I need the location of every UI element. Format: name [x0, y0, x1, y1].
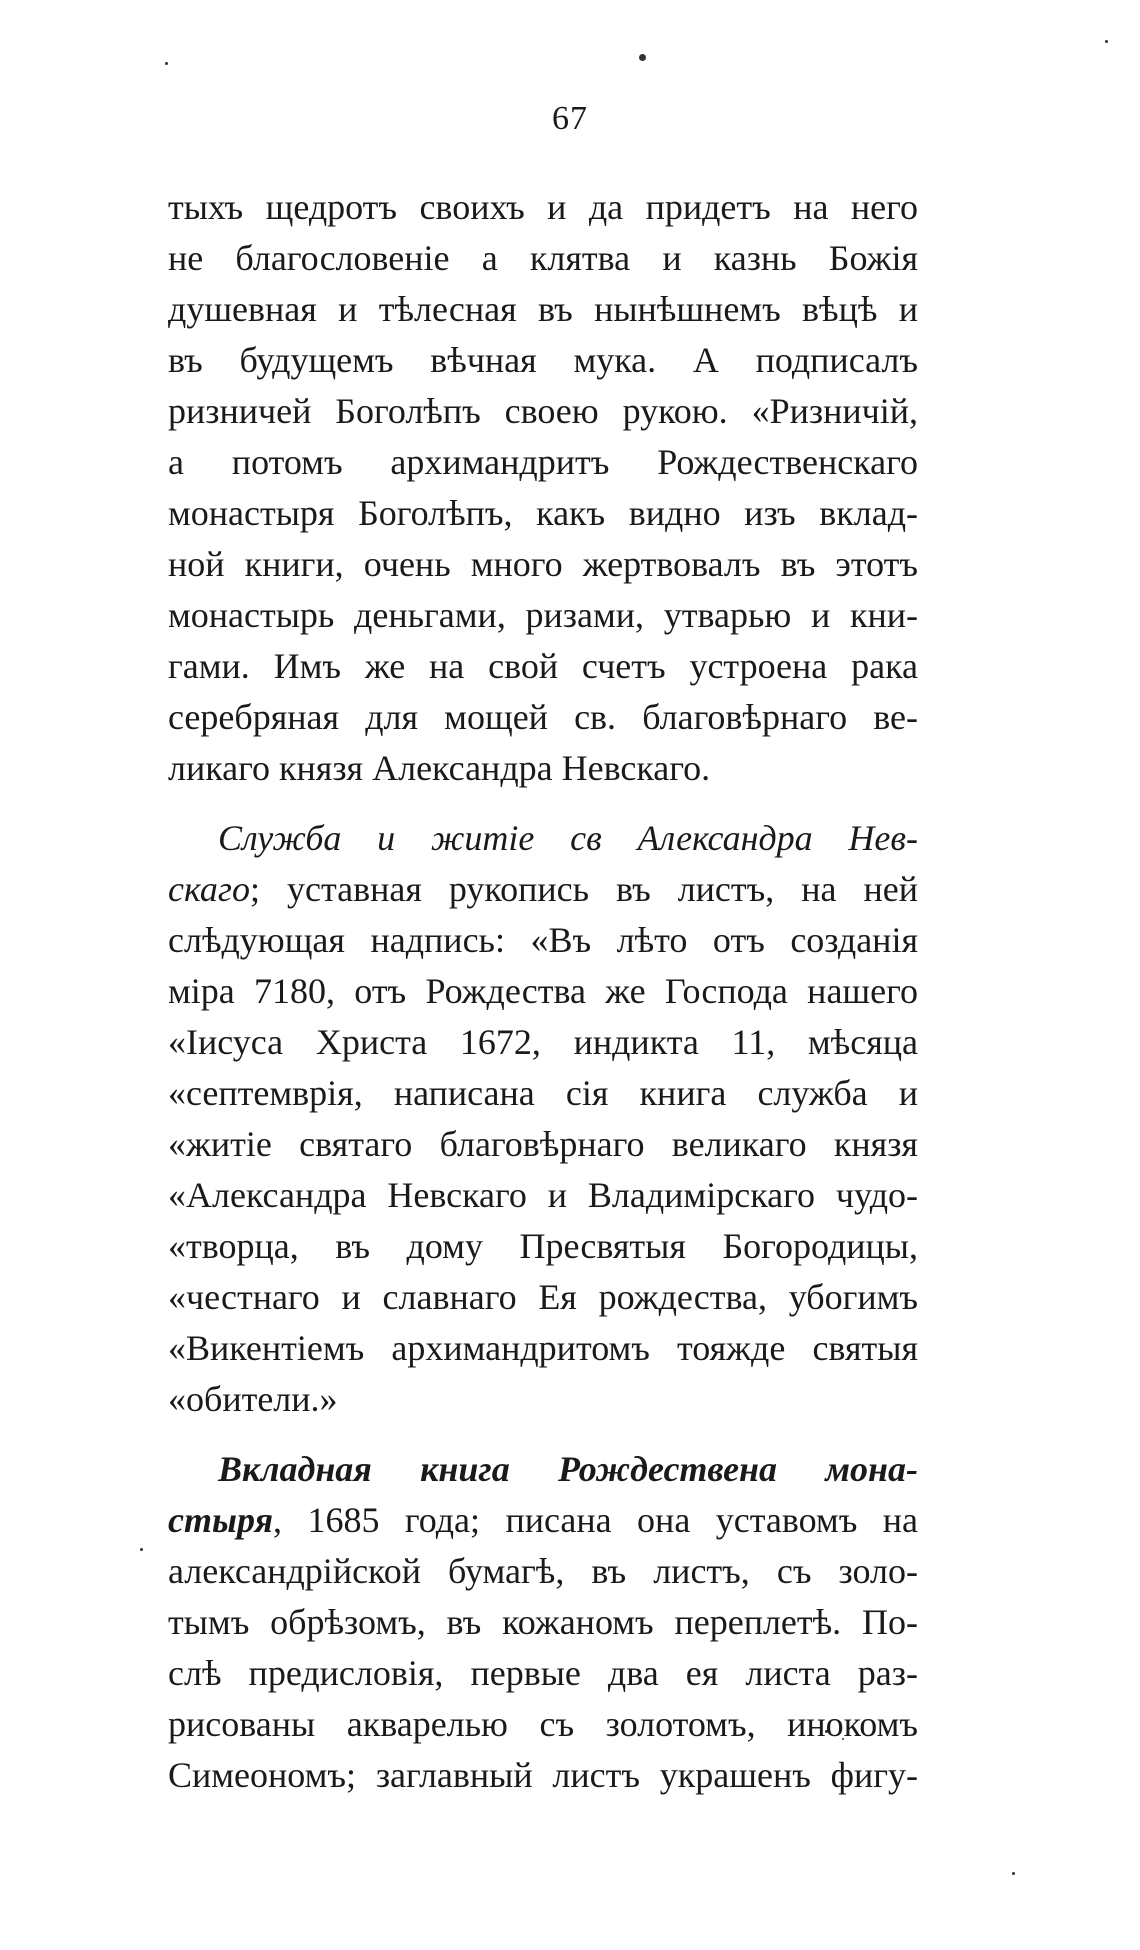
ink-speck — [1012, 1872, 1015, 1875]
text-line: серебряная для мощей св. благовѣрнаго ве- — [168, 697, 918, 737]
text-line: «житіе святаго благовѣрнаго великаго князя — [168, 1124, 918, 1164]
paragraph-2 — [168, 813, 918, 1425]
text-line — [168, 864, 918, 915]
text-line: «обители.» — [168, 1379, 338, 1419]
italic-title-line: Вкладная книга Рождествена мона- — [218, 1449, 918, 1489]
text-line: гами. Имъ же на свой счетъ устроена рака — [168, 646, 918, 686]
italic-title-fragment: скаго — [168, 869, 250, 909]
text-line: «Викентіемъ архимандритомъ тояжде святыя — [168, 1328, 918, 1368]
text-line: ризничей Боголѣпъ своею рукою. «Ризничій, — [168, 391, 918, 431]
text-line: монастырь деньгами, ризами, утварью и кни- — [168, 595, 918, 635]
text-line: «творца, въ дому Пресвятыя Богородицы, — [168, 1226, 918, 1266]
text-line — [168, 1495, 918, 1546]
ink-speck — [140, 1548, 143, 1551]
ink-speck — [639, 54, 646, 61]
text-line: александрійской бумагѣ, въ листъ, съ золо- — [168, 1551, 918, 1591]
text-line: міра 7180, отъ Рождества же Господа нашего — [168, 971, 918, 1011]
text-line: рисованы акварелью съ золотомъ, инокомъ — [168, 1704, 918, 1744]
text-line: монастыря Боголѣпъ, какъ видно изъ вклад- — [168, 493, 918, 533]
text-fragment: ; уставная рукопись въ листъ, на ней — [249, 869, 918, 909]
ink-speck — [1105, 40, 1108, 43]
paragraph-3 — [168, 1444, 918, 1801]
text-line: слѣдующая надпись: «Въ лѣто отъ созданія — [168, 920, 918, 960]
text-line: тымъ обрѣзомъ, въ кожаномъ переплетѣ. По- — [168, 1602, 918, 1642]
text-line: «Іисуса Христа 1672, индикта 11, мѣсяца — [168, 1022, 918, 1062]
text-line: тыхъ щедротъ своихъ и да придетъ на него — [168, 187, 918, 227]
text-line: а потомъ архимандритъ Рождественскаго — [168, 442, 918, 482]
body-text — [168, 182, 918, 1801]
text-fragment: , 1685 года; писана она уставомъ на — [273, 1500, 918, 1540]
text-line: «честнаго и славнаго Ея рождества, убогимъ — [168, 1277, 918, 1317]
text-line: не благословеніе а клятва и казнь Божія — [168, 238, 918, 278]
text-line: въ будущемъ вѣчная мука. А подписалъ — [168, 340, 918, 380]
ink-speck — [165, 62, 168, 65]
text-line: слѣ предисловія, первые два ея листа раз- — [168, 1653, 918, 1693]
text-line: душевная и тѣлесная въ нынѣшнемъ вѣцѣ и — [168, 289, 918, 329]
page-number: 67 — [552, 100, 588, 137]
text-line: Симеономъ; заглавный листъ украшенъ фигу- — [168, 1755, 918, 1795]
text-line: ликаго князя Александра Невскаго. — [168, 748, 711, 788]
italic-title-line: Служба и житіе св Александра Нев- — [218, 818, 918, 858]
text-line: ной книги, очень много жертвовалъ въ этотъ — [168, 544, 918, 584]
italic-title-fragment: стыря — [168, 1500, 274, 1540]
text-line: «Александра Невскаго и Владимірскаго чудо- — [168, 1175, 918, 1215]
paragraph-1 — [168, 182, 918, 794]
text-line: «септемврія, написана сія книга служба и — [168, 1073, 918, 1113]
